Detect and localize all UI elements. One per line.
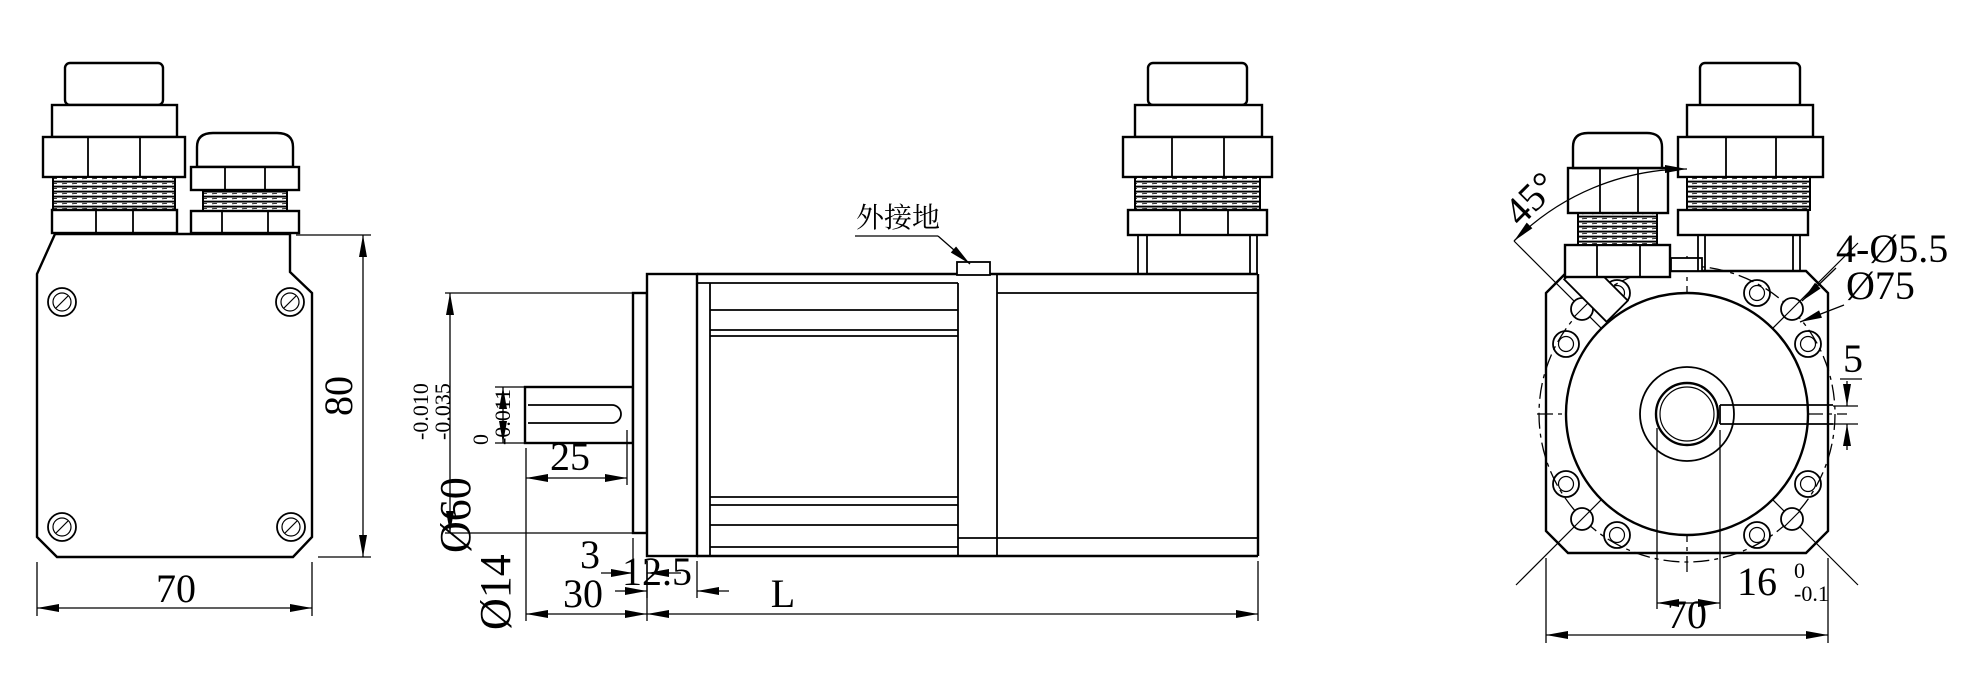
dim-shaft-dia-tol-lower: -0.011 <box>490 388 515 445</box>
mount-holes-label: 4-Ø5.5 <box>1836 226 1949 271</box>
dim-flange-thickness-label: 12.5 <box>622 549 692 594</box>
connector-hex-nut <box>1123 137 1272 177</box>
connector-thread <box>1687 177 1810 210</box>
front-flange <box>647 274 697 556</box>
dim-keyway-length-label: 25 <box>550 434 590 479</box>
gland-hex <box>191 167 299 190</box>
rear-cable-gland <box>191 133 299 233</box>
dim-shaft-extension-label: 30 <box>563 571 603 616</box>
gland-cap <box>197 133 293 167</box>
connector-ring <box>1135 105 1262 137</box>
rear-body-outline <box>37 234 312 557</box>
connector-collar <box>1128 210 1267 235</box>
dim-body-length-label: L <box>770 571 796 616</box>
motor-body <box>697 274 1258 556</box>
ground-label: 外接地 <box>856 202 941 233</box>
spigot-boss <box>633 293 647 533</box>
ground-callout <box>855 202 970 264</box>
side-view <box>408 63 1272 630</box>
connector-thread <box>53 177 175 210</box>
connector-hex-nut <box>1678 137 1823 177</box>
gland-thread <box>1578 213 1657 245</box>
dim-shaft-dia-label: Ø14 <box>471 554 520 630</box>
connector-cap <box>1148 63 1247 105</box>
rear-view <box>37 63 371 616</box>
gland-lock-nut <box>191 211 299 233</box>
gland-cap <box>1573 133 1662 168</box>
front-view <box>1495 63 1948 643</box>
dim-keyway-width <box>1833 336 1863 450</box>
side-connector <box>1123 63 1272 274</box>
gland-thread <box>203 190 287 211</box>
dim-gland-angle-label: 45° <box>1494 162 1567 235</box>
gland-lock-nut <box>1565 245 1670 277</box>
dim-body-length <box>647 561 1258 621</box>
dim-front-width-label: 70 <box>1667 592 1707 637</box>
dim-rear-height-label: 80 <box>316 376 361 416</box>
connector-ring <box>52 105 177 137</box>
dim-spigot-dia-tol-lower: -0.035 <box>430 383 455 440</box>
connector-cap <box>1700 63 1800 108</box>
connector-ring <box>1687 105 1813 137</box>
dim-spigot-depth-label: 3 <box>580 532 600 577</box>
dim-keyway-width-label: 5 <box>1843 336 1863 381</box>
dim-spigot-dia-tol-upper: -0.010 <box>408 383 433 440</box>
connector-cap <box>65 63 163 105</box>
dim-keyway-depth-tol-upper: 0 <box>1794 558 1805 583</box>
bolt-circle-label: Ø75 <box>1846 263 1915 308</box>
connector-collar <box>1678 210 1808 235</box>
connector-hex-nut <box>43 137 185 177</box>
dim-keyway-depth-tol-lower: -0.1 <box>1794 581 1829 606</box>
dim-keyway-depth-label: 16 <box>1737 559 1777 604</box>
dim-rear-width-label: 70 <box>156 566 196 611</box>
gland-hex <box>1568 168 1668 213</box>
ground-terminal <box>957 262 990 275</box>
dim-spigot-dia-label: Ø60 <box>431 477 480 553</box>
dim-shaft-dia-tol-upper: 0 <box>468 434 493 445</box>
rear-connector <box>43 63 185 233</box>
connector-collar <box>52 210 177 233</box>
shaft-circle <box>1656 383 1718 445</box>
dim-rear-width <box>37 562 312 616</box>
connector-thread <box>1135 177 1260 210</box>
front-connector <box>1678 63 1823 271</box>
